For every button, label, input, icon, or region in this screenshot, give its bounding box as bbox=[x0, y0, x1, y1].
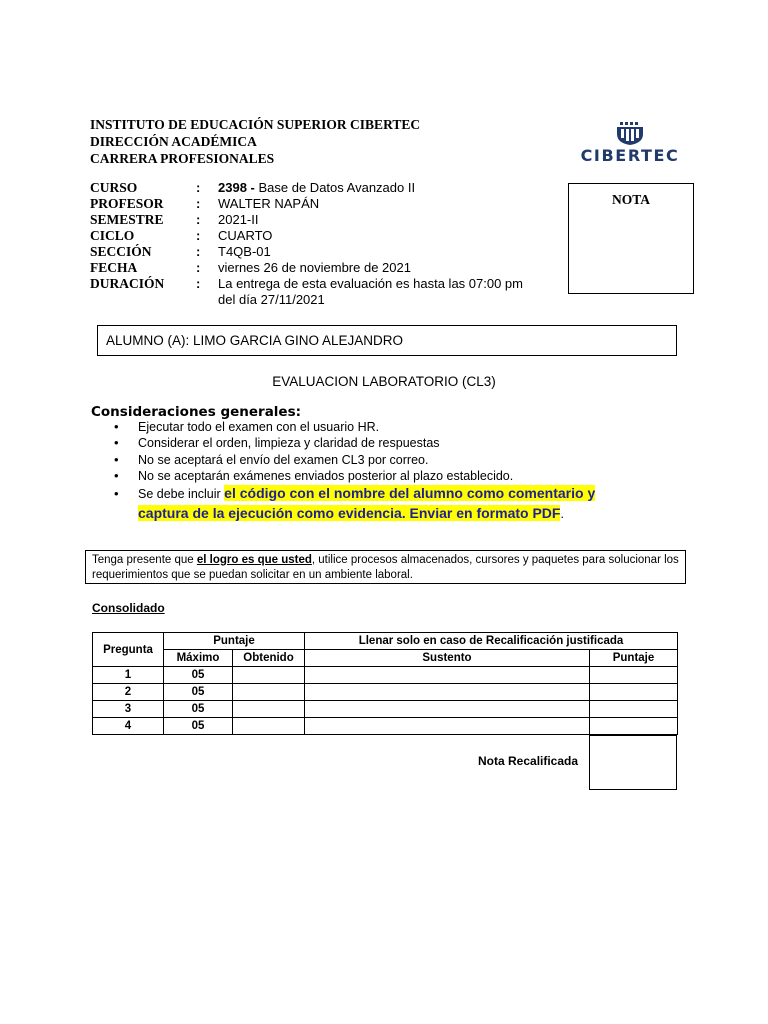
profesor-value: WALTER NAPÁN bbox=[218, 196, 320, 211]
program-name: CARRERA PROFESIONALES bbox=[90, 151, 275, 166]
list-item-suffix: . bbox=[560, 507, 564, 522]
nota-label: NOTA bbox=[611, 192, 650, 207]
curso-value bbox=[218, 180, 415, 195]
highlighted-requirement-1: el código con el nombre del alumno como comentario y bbox=[224, 485, 596, 502]
fecha-label: FECHA bbox=[90, 260, 138, 275]
semestre-value: 2021-II bbox=[218, 212, 259, 227]
crest-icon bbox=[580, 120, 680, 146]
colon: : bbox=[196, 260, 201, 275]
department-name: DIRECCIÓN ACADÉMICA bbox=[90, 134, 257, 149]
nota-recalificada-label: Nota Recalificada bbox=[478, 754, 579, 768]
semestre-label: SEMESTRE bbox=[90, 212, 164, 227]
note-post: , utilice procesos almacenados, cursores y paquetes para solucionar los requerimientos que se puedan solicitar en un ambiente laboral. bbox=[92, 554, 679, 581]
header-maximo: Máximo bbox=[164, 650, 233, 667]
table-row bbox=[93, 684, 678, 701]
header-obtenido: Obtenido bbox=[233, 650, 305, 667]
table-header-row bbox=[93, 633, 678, 650]
note-bold: el logro es que usted bbox=[196, 554, 312, 566]
list-item: • No se aceptarán exámenes enviados posterior al plazo establecido. bbox=[114, 468, 595, 484]
evaluation-title: EVALUACION LABORATORIO (CL3) bbox=[272, 374, 496, 389]
cibertec-logo bbox=[580, 120, 680, 168]
fecha-value: viernes 26 de noviembre de 2021 bbox=[218, 260, 411, 275]
table-row bbox=[93, 718, 678, 735]
considerations-title: Consideraciones generales: bbox=[91, 404, 302, 420]
sustento-cell bbox=[305, 667, 590, 684]
question-number: 1 bbox=[93, 667, 164, 684]
list-item-prefix: Se debe incluir bbox=[138, 487, 225, 502]
header-sustento: Sustento bbox=[305, 650, 590, 667]
list-item: • No se aceptará el envío del examen CL3 por correo. bbox=[114, 452, 595, 468]
obtained-score-cell bbox=[233, 684, 305, 701]
ciclo-value: CUARTO bbox=[218, 228, 273, 243]
colon: : bbox=[196, 276, 201, 291]
header-recalificacion: Llenar solo en caso de Recalificación justificada bbox=[305, 633, 678, 650]
curso-label: CURSO bbox=[90, 180, 138, 195]
curso-name: Base de Datos Avanzado II bbox=[254, 180, 416, 195]
table-row bbox=[93, 701, 678, 718]
colon: : bbox=[196, 228, 201, 243]
table-row bbox=[93, 667, 678, 684]
recal-score-cell bbox=[590, 701, 678, 718]
nota-recalificada-box bbox=[589, 735, 677, 790]
duracion-value-line1: La entrega de esta evaluación es hasta las 07:00 pm bbox=[218, 276, 523, 291]
header-puntaje: Puntaje bbox=[164, 633, 305, 650]
colon: : bbox=[196, 212, 201, 227]
obtained-score-cell bbox=[233, 667, 305, 684]
colon: : bbox=[196, 244, 201, 259]
question-number: 4 bbox=[93, 718, 164, 735]
nota-box bbox=[568, 183, 694, 294]
recal-score-cell bbox=[590, 718, 678, 735]
question-number: 3 bbox=[93, 701, 164, 718]
colon: : bbox=[196, 196, 201, 211]
seccion-label: SECCIÓN bbox=[90, 244, 152, 259]
table-subheader-row bbox=[93, 650, 678, 667]
max-score: 05 bbox=[164, 667, 233, 684]
header-pregunta: Pregunta bbox=[93, 633, 164, 667]
duracion-label: DURACIÓN bbox=[90, 276, 165, 291]
institution-header bbox=[90, 116, 420, 167]
colon: : bbox=[196, 180, 201, 195]
header-puntaje-recal: Puntaje bbox=[590, 650, 678, 667]
list-item: • Ejecutar todo el examen con el usuario HR. bbox=[114, 419, 595, 435]
considerations-list bbox=[114, 419, 595, 524]
consolidado-heading: Consolidado bbox=[92, 601, 165, 615]
institution-name: INSTITUTO DE EDUCACIÓN SUPERIOR CIBERTEC bbox=[90, 117, 421, 132]
note-pre: Tenga presente que bbox=[92, 554, 197, 566]
ciclo-label: CICLO bbox=[90, 228, 135, 243]
recal-score-cell bbox=[590, 684, 678, 701]
sustento-cell bbox=[305, 684, 590, 701]
list-item bbox=[114, 484, 595, 524]
recal-score-cell bbox=[590, 667, 678, 684]
max-score: 05 bbox=[164, 684, 233, 701]
obtained-score-cell bbox=[233, 718, 305, 735]
sustento-cell bbox=[305, 718, 590, 735]
max-score: 05 bbox=[164, 718, 233, 735]
obtained-score-cell bbox=[233, 701, 305, 718]
student-name-box: ALUMNO (A): LIMO GARCIA GINO ALEJANDRO bbox=[97, 325, 677, 356]
duracion-value-line2: del día 27/11/2021 bbox=[218, 292, 325, 307]
curso-code: 2398 - bbox=[218, 180, 255, 195]
list-item: • Considerar el orden, limpieza y claridad de respuestas bbox=[114, 435, 595, 451]
max-score: 05 bbox=[164, 701, 233, 718]
highlighted-requirement-2: captura de la ejecución como evidencia. Enviar en formato PDF bbox=[138, 505, 561, 522]
seccion-value: T4QB-01 bbox=[218, 244, 271, 259]
grade-table bbox=[92, 632, 678, 735]
note-box bbox=[85, 550, 686, 584]
sustento-cell bbox=[305, 701, 590, 718]
logo-wordmark: CIBERTEC bbox=[580, 146, 680, 165]
profesor-label: PROFESOR bbox=[90, 196, 164, 211]
question-number: 2 bbox=[93, 684, 164, 701]
